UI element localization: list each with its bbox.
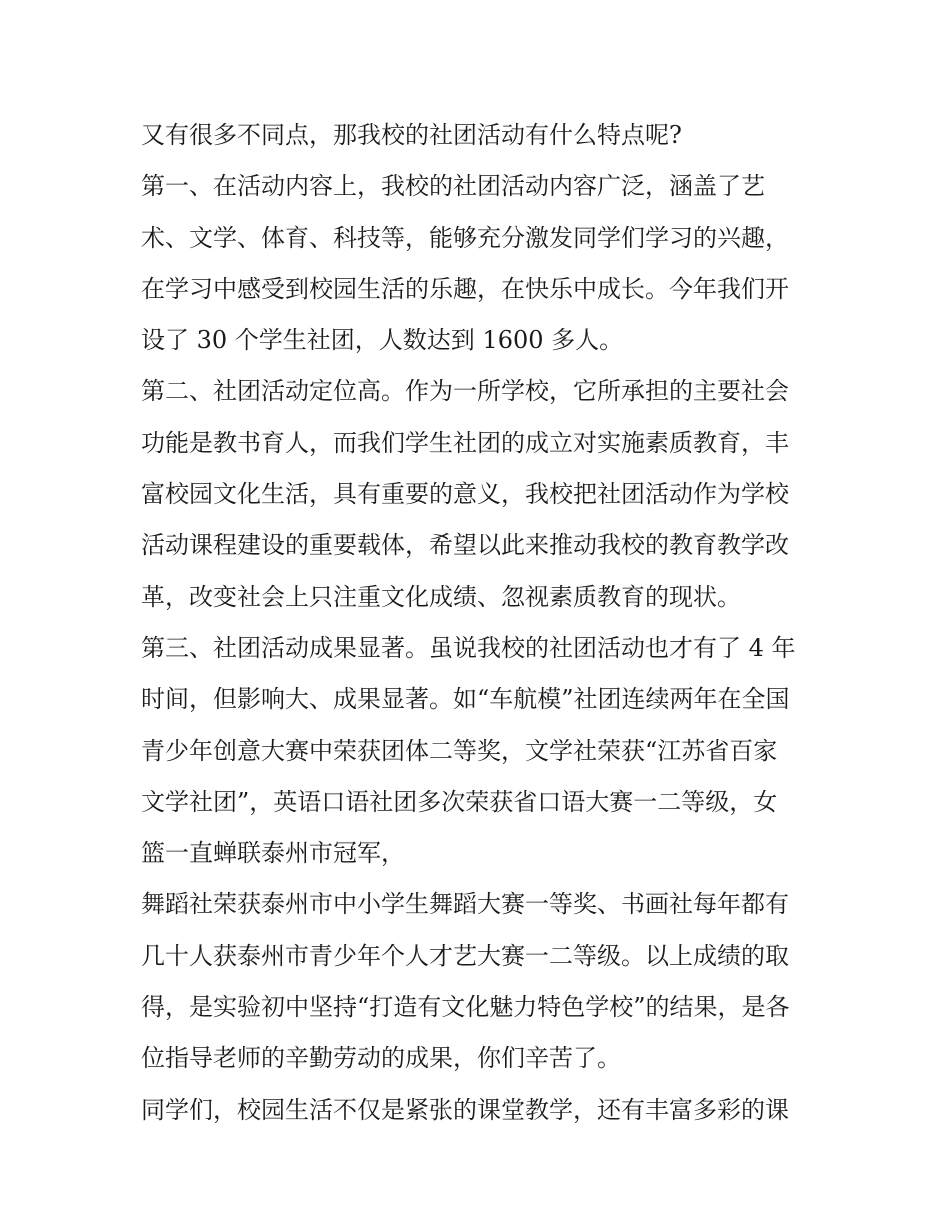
text-line: 篮一直蝉联泰州市冠军， [141,839,405,868]
text-line: 又有很多不同点，那我校的社团活动有什么特点呢? [141,121,682,149]
text-line: 舞蹈社荣获泰州市中小学生舞蹈大赛一等奖、书画社每年都有 [141,890,789,919]
text-line: 位指导老师的辛勤劳动的成果，你们辛苦了。 [141,1044,621,1073]
text-line: 几十人获泰州市青少年个人才艺大赛一二等级。以上成绩的取 [141,941,789,970]
text-line: 活动课程建设的重要载体，希望以此来推动我校的教育教学改 [141,531,789,560]
document-body [141,110,821,1136]
text-line: 时间，但影响大、成果显著。如“车航模”社团连续两年在全国 [141,685,790,714]
text-line: 术、文学、体育、科技等，能够充分激发同学们学习的兴趣， [141,223,789,252]
text-line: 在学习中感受到校园生活的乐趣，在快乐中成长。今年我们开 [141,274,789,303]
text-line: 第三、社团活动成果显著。虽说我校的社团活动也才有了 4 年 [141,633,796,662]
text-line: 得，是实验初中坚持“打造有文化魅力特色学校”的结果，是各 [141,993,790,1022]
text-line: 富校园文化生活，具有重要的意义，我校把社团活动作为学校 [141,480,789,509]
text-line: 功能是教书育人，而我们学生社团的成立对实施素质教育，丰 [141,428,789,457]
text-line: 青少年创意大赛中荣获团体二等奖，文学社荣获“江苏省百家 [141,736,778,765]
text-line: 文学社团”，英语口语社团多次荣获省口语大赛一二等级，女 [141,787,778,816]
text-line: 革，改变社会上只注重文化成绩、忽视素质教育的现状。 [141,582,741,611]
text-line: 第一、在活动内容上，我校的社团活动内容广泛，涵盖了艺 [141,172,765,201]
text-line: 同学们，校园生活不仅是紧张的课堂教学，还有丰富多彩的课 [141,1095,789,1124]
text-line: 第二、社团活动定位高。作为一所学校，它所承担的主要社会 [141,377,789,406]
text-line: 设了 30 个学生社团，人数达到 1600 多人。 [141,326,624,355]
